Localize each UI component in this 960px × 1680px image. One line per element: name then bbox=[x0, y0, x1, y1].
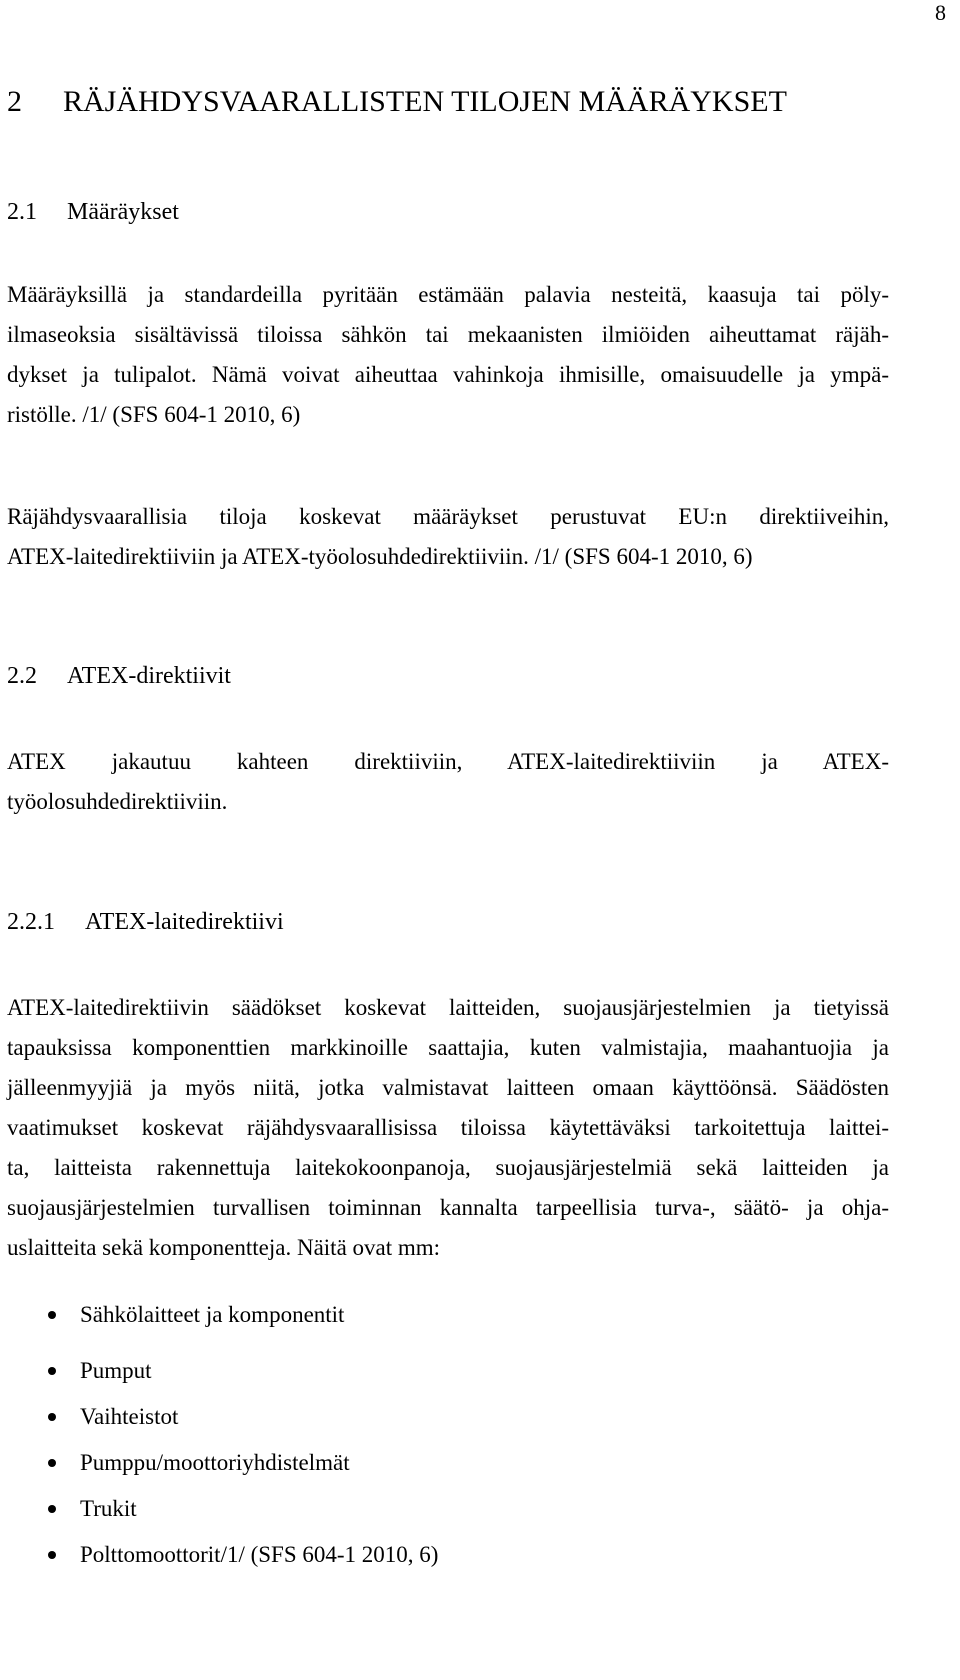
section-number: 2.1 bbox=[7, 199, 37, 225]
section-title: Määräykset bbox=[67, 199, 179, 225]
paragraph-line: ATEX-laitedirektiiviin ja ATEX-työolosuhdedirektiiviin. /1/ (SFS 604-1 2010, 6) bbox=[7, 544, 753, 569]
paragraph-line: työolosuhdedirektiiviin. bbox=[7, 789, 228, 814]
subsection-heading-2-2-1 bbox=[7, 908, 284, 937]
paragraph-line: suojausjärjestelmien turvallisen toiminnan kannalta tarpeellisia turva-, säätö- ja ohja- bbox=[7, 1195, 889, 1220]
chapter-title: RÄJÄHDYSVAARALLISTEN TILOJEN MÄÄRÄYKSET bbox=[63, 85, 787, 118]
bullet-icon bbox=[48, 1311, 56, 1319]
paragraph-line: ta, laitteista rakennettuja laitekokoonpanoja, suojausjärjestelmiä sekä laitteiden ja bbox=[7, 1155, 889, 1180]
chapter-number: 2 bbox=[7, 85, 22, 118]
subsection-title: ATEX-laitedirektiivi bbox=[85, 909, 284, 935]
page-number: 8 bbox=[935, 0, 946, 25]
list-item-text: Trukit bbox=[80, 1496, 137, 1521]
list-item bbox=[48, 1541, 438, 1569]
list-item-text: Vaihteistot bbox=[80, 1404, 179, 1429]
list-item bbox=[48, 1403, 178, 1431]
list-item-text: Polttomoottorit/1/ (SFS 604-1 2010, 6) bbox=[80, 1542, 439, 1567]
paragraph-line: vaatimukset koskevat räjähdysvaarallisissa tiloissa käytettäväksi tarkoitettuja laittei- bbox=[7, 1115, 889, 1140]
bullet-icon bbox=[48, 1505, 56, 1513]
list-item bbox=[48, 1301, 344, 1329]
paragraph-line: jälleenmyyjiä ja myös niitä, jotka valmistavat laitteen omaan käyttöönsä. Säädösten bbox=[7, 1075, 889, 1100]
bullet-icon bbox=[48, 1551, 56, 1559]
paragraph-line: dykset ja tulipalot. Nämä voivat aiheuttaa vahinkoja ihmisille, omaisuudelle ja ympä- bbox=[7, 362, 889, 387]
paragraph-line: ATEX-laitedirektiivin säädökset koskevat laitteiden, suojausjärjestelmien ja tietyissä bbox=[7, 995, 889, 1020]
bullet-icon bbox=[48, 1413, 56, 1421]
section-number: 2.2 bbox=[7, 663, 37, 689]
list-item bbox=[48, 1495, 137, 1523]
section-heading-2-1 bbox=[7, 198, 179, 227]
paragraph-line: ristölle. /1/ (SFS 604-1 2010, 6) bbox=[7, 402, 301, 427]
bullet-icon bbox=[48, 1367, 56, 1375]
list-item-text: Pumput bbox=[80, 1358, 152, 1383]
list-item bbox=[48, 1449, 350, 1477]
section-heading-2-2 bbox=[7, 662, 231, 691]
paragraph-line: Määräyksillä ja standardeilla pyritään estämään palavia nesteitä, kaasuja tai pöly- bbox=[7, 282, 889, 307]
list-item bbox=[48, 1357, 152, 1385]
paragraph-line: ATEX jakautuu kahteen direktiiviin, ATEX-laitedirektiiviin ja ATEX- bbox=[7, 749, 889, 774]
section-title: ATEX-direktiivit bbox=[67, 663, 231, 689]
list-item-text: Pumppu/moottoriyhdistelmät bbox=[80, 1450, 350, 1475]
paragraph-line: uslaitteita sekä komponentteja. Näitä ovat mm: bbox=[7, 1235, 441, 1260]
bullet-icon bbox=[48, 1459, 56, 1467]
list-item-text: Sähkölaitteet ja komponentit bbox=[80, 1302, 345, 1327]
subsection-number: 2.2.1 bbox=[7, 909, 55, 935]
paragraph-line: ilmaseoksia sisältävissä tiloissa sähkön tai mekaanisten ilmiöiden aiheuttamat räjäh- bbox=[7, 322, 889, 347]
chapter-heading bbox=[7, 84, 787, 120]
paragraph-line: Räjähdysvaarallisia tiloja koskevat määräykset perustuvat EU:n direktiiveihin, bbox=[7, 504, 889, 529]
paragraph-line: tapauksissa komponenttien markkinoille saattajia, kuten valmistajia, maahantuojia ja bbox=[7, 1035, 889, 1060]
